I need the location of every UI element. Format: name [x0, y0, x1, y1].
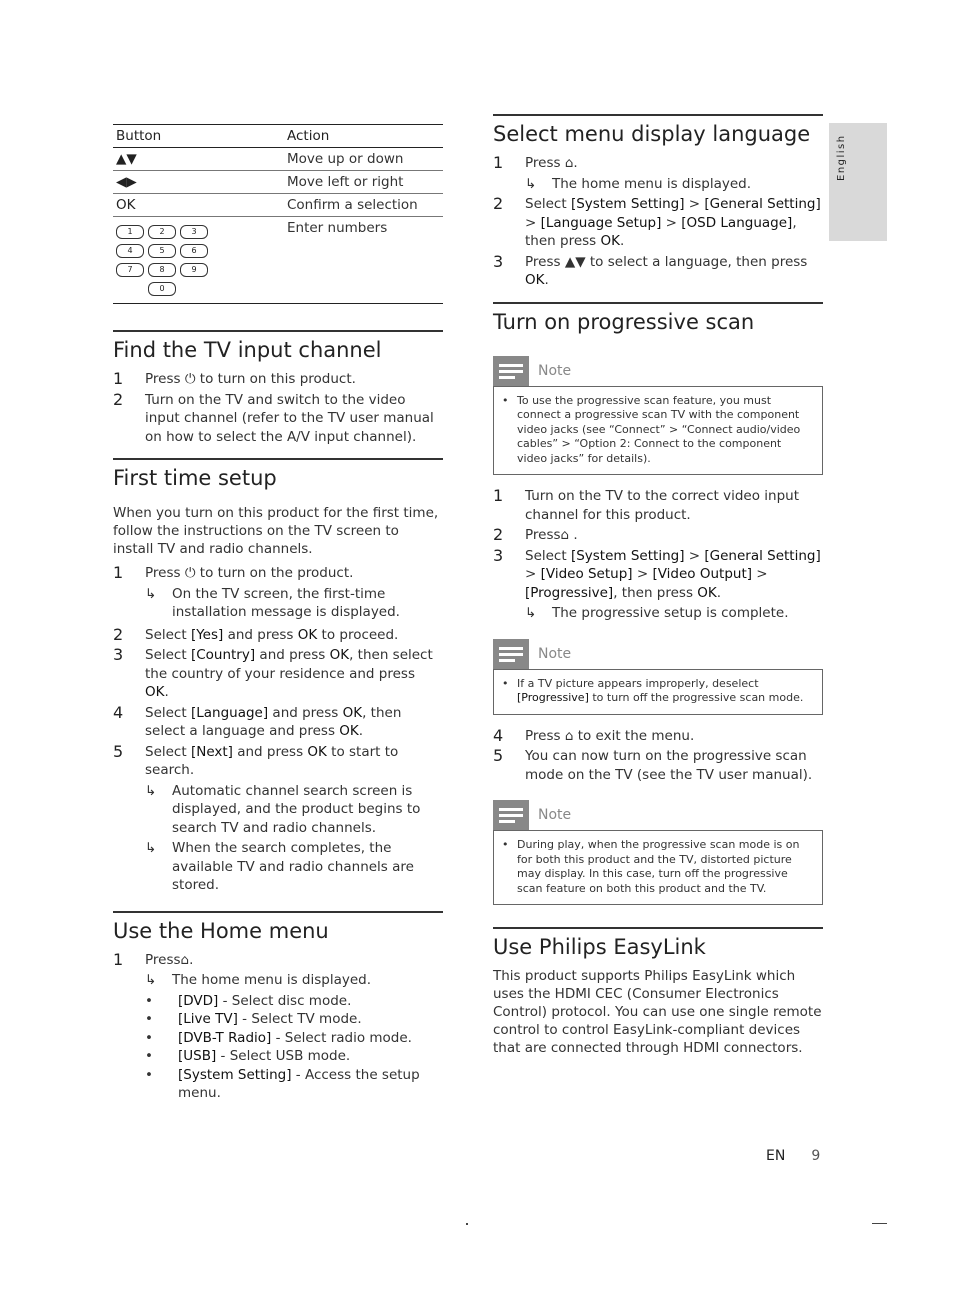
- right-column: [493, 114, 823, 1063]
- step-text: to turn on this product.: [195, 371, 356, 387]
- table-cell-action: Confirm a selection: [279, 194, 443, 217]
- step-number: 3: [113, 645, 124, 664]
- key-4: 4: [116, 244, 144, 258]
- table-cell-action: Enter numbers: [279, 217, 443, 304]
- table-cell-button: OK: [113, 194, 279, 217]
- step-number: 2: [113, 624, 124, 644]
- result-arrow-icon: ↳: [145, 585, 157, 602]
- note-label: Note: [538, 807, 572, 823]
- intro-text: When you turn on this product for the first time, follow the instructions on the TV screen to install TV and radio channels.: [113, 505, 439, 557]
- step-text: You can now turn on the progressive scan mode on the TV (see the TV user manual).: [525, 748, 813, 783]
- note-box: • To use the progressive scan feature, you must connect a progressive scan TV with the component video jacks (see “Connect” > “Connect audio/video cables” > “Option 2: Connect to the component video jacks” for details).: [493, 386, 823, 476]
- result-text: The home menu is displayed.: [172, 972, 371, 988]
- section-progressive-scan: [493, 302, 823, 906]
- section-title: Use the Home menu: [113, 918, 329, 943]
- step-text: Press: [145, 565, 185, 581]
- section-easylink: [493, 927, 823, 1057]
- section-title: Turn on progressive scan: [493, 309, 755, 334]
- table-row: [113, 194, 443, 217]
- keyword: [Yes]: [190, 626, 224, 643]
- home-icon: ⌂: [180, 951, 190, 968]
- step: 2 Select [System Setting] > [General Setting] > [Language Setup] > [OSD Language], then press OK.: [493, 194, 821, 249]
- step-number: 2: [493, 525, 504, 544]
- section-first-setup: [113, 458, 443, 895]
- step-text: Press: [145, 371, 185, 387]
- keyword: OK: [342, 704, 363, 721]
- step: 3 Press ▲▼ to select a language, then press OK.: [493, 251, 808, 288]
- step: 2 Press⌂ .: [493, 525, 578, 544]
- section-title: Select menu display language: [493, 122, 811, 146]
- step: 1 Press ⌂.: [493, 153, 578, 172]
- step: [113, 370, 443, 389]
- step: 4 Press ⌂ to exit the menu.: [493, 725, 695, 745]
- step-result: [145, 839, 443, 895]
- result-arrow-icon: ↳: [525, 605, 537, 621]
- crop-mark: [872, 1223, 887, 1224]
- section-title: Find the TV input channel: [113, 338, 382, 362]
- crop-mark: [466, 1223, 468, 1225]
- result-text: On the TV screen, the first-time installation message is displayed.: [172, 585, 400, 620]
- list-item: • [Live TV] - Select TV mode.: [145, 1011, 362, 1027]
- keyword: OK: [329, 647, 350, 663]
- step-number: 1: [113, 369, 124, 388]
- table-row: [113, 171, 443, 194]
- table-cell-action: Move left or right: [279, 171, 443, 194]
- step: [113, 564, 443, 583]
- result-text: When the search completes, the available TV and radio channels are stored.: [172, 840, 414, 893]
- step: [113, 391, 443, 447]
- keyword: OK: [307, 743, 327, 760]
- note-text: To use the progressive scan feature, you must connect a progressive scan TV with the component video jacks (see “Connect” > “Connect audio/video cables” > “Option 2: Connect to the component video jacks” for details).: [517, 393, 801, 465]
- note-header: [493, 639, 823, 669]
- step-number: 2: [113, 389, 124, 409]
- step-result: [145, 971, 443, 990]
- footer-language: EN: [766, 1148, 786, 1164]
- key-5: 5: [148, 244, 176, 258]
- left-column: [113, 124, 443, 1103]
- step-number: 1: [113, 949, 124, 969]
- keyword: OK: [297, 626, 318, 643]
- list-item: • [DVB-T Radio] - Select radio mode.: [145, 1029, 412, 1046]
- keyword: [Language]: [190, 704, 269, 721]
- key-7: 7: [116, 263, 144, 277]
- note-box: • If a TV picture appears improperly, deselect [Progressive] to turn off the progressive scan mode.: [493, 669, 823, 715]
- note-label: Note: [538, 645, 572, 662]
- key-0: 0: [148, 282, 176, 296]
- home-icon: ⌂: [564, 727, 574, 744]
- language-side-tab: [829, 123, 887, 241]
- section-menu-language: [493, 114, 823, 290]
- key-9: 9: [180, 263, 208, 277]
- note-icon: [493, 639, 529, 669]
- step-number: 3: [493, 251, 504, 271]
- result-arrow-icon: ↳: [145, 972, 157, 988]
- keyword: [Country]: [190, 647, 256, 663]
- page-footer: [766, 1148, 820, 1164]
- result-text: Automatic channel search screen is displayed, and the product begins to search TV and radio channels.: [172, 782, 421, 836]
- table-row: [113, 217, 443, 304]
- key-3: 3: [180, 225, 208, 239]
- step-number: 3: [493, 545, 504, 565]
- step: 2 Select [Yes] and press OK to proceed.: [113, 624, 399, 644]
- note-header: [493, 800, 823, 830]
- step-text: Turn on the TV and switch to the video input channel (refer to the TV user manual on how to select the A/V input channel).: [145, 391, 434, 445]
- note-text: During play, when the progressive scan mode is on for both this product and the TV, distorted picture may display. In this case, turn off the progressive scan feature on both this product and the TV.: [517, 838, 800, 895]
- note-label: Note: [538, 362, 572, 379]
- result-arrow-icon: ↳: [145, 840, 157, 856]
- button-action-table: [113, 124, 443, 304]
- step-result: [525, 604, 823, 623]
- step-number: 1: [493, 153, 504, 172]
- language-label: English: [836, 134, 847, 181]
- step: [493, 487, 823, 524]
- step-number: 5: [493, 746, 504, 765]
- key-1: 1: [116, 225, 144, 239]
- keyword: OK: [145, 684, 165, 700]
- page-number: 9: [811, 1148, 821, 1164]
- step-number: 5: [113, 741, 124, 761]
- power-icon: ⏻: [184, 565, 196, 581]
- section-find-tv: [113, 330, 443, 446]
- step-number: 1: [493, 486, 504, 505]
- step-result: [525, 175, 823, 194]
- step: 3 Select [System Setting] > [General Setting] > [Video Setup] > [Video Output] > [Progressive], then press OK.: [493, 545, 821, 601]
- note-icon: [493, 356, 529, 386]
- key-2: 2: [148, 225, 176, 239]
- body-text: This product supports Philips EasyLink which uses the HDMI CEC (Consumer Electronics Control) protocol. You can use one single remote control to control EasyLink-compliant devices that are connected through HDMI connectors.: [493, 968, 822, 1056]
- section-title: Use Philips EasyLink: [493, 935, 706, 959]
- home-icon: ⌂: [560, 527, 570, 543]
- keyword: OK: [339, 723, 359, 739]
- result-text: The home menu is displayed.: [552, 175, 751, 192]
- note-icon: [493, 800, 529, 830]
- result-text: The progressive setup is complete.: [552, 605, 789, 621]
- numeric-keypad-icon: [113, 217, 279, 304]
- step: 1 Press⌂.: [113, 949, 194, 969]
- result-arrow-icon: ↳: [525, 175, 537, 192]
- step: 5 Select [Next] and press OK to start to search.: [113, 741, 399, 778]
- section-title: First time setup: [113, 466, 277, 490]
- table-row: [113, 148, 443, 171]
- step: [493, 747, 823, 784]
- step-result: [145, 782, 443, 838]
- list-item: • [DVD] - Select disc mode.: [145, 992, 352, 1009]
- table-cell-action: Move up or down: [279, 148, 443, 171]
- step: 4 Select [Language] and press OK, then select a language and press OK.: [113, 702, 402, 739]
- step-result: [145, 585, 443, 622]
- list-item: • [USB] - Select USB mode.: [145, 1048, 351, 1064]
- table-header-action: Action: [279, 125, 443, 148]
- note-box: • During play, when the progressive scan mode is on for both this product and the TV, distorted picture may display. In this case, turn off the progressive scan feature on both this product and the TV.: [493, 830, 823, 905]
- result-arrow-icon: ↳: [145, 782, 157, 799]
- home-icon: ⌂: [564, 155, 574, 171]
- key-8: 8: [148, 263, 176, 277]
- left-right-arrows-icon: ◀▶: [113, 171, 279, 194]
- step-text: Turn on the TV to the correct video input channel for this product.: [525, 488, 799, 523]
- section-home-menu: [113, 911, 443, 1103]
- key-6: 6: [180, 244, 208, 258]
- keyword: [Next]: [190, 743, 233, 760]
- power-icon: ⏻: [184, 371, 196, 387]
- up-down-arrows-icon: ▲▼: [564, 253, 586, 270]
- up-down-arrows-icon: ▲▼: [113, 148, 279, 171]
- step-number: 2: [493, 194, 504, 213]
- step-number: 1: [113, 563, 124, 582]
- note-header: [493, 356, 823, 386]
- step-text: to turn on the product.: [195, 565, 354, 581]
- step-number: 4: [113, 702, 124, 722]
- step-number: 4: [493, 725, 504, 745]
- list-item: • [System Setting] - Access the setup menu.: [145, 1066, 420, 1101]
- table-header-button: Button: [113, 125, 279, 148]
- step: 3 Select [Country] and press OK, then select the country of your residence and press OK.: [113, 645, 433, 700]
